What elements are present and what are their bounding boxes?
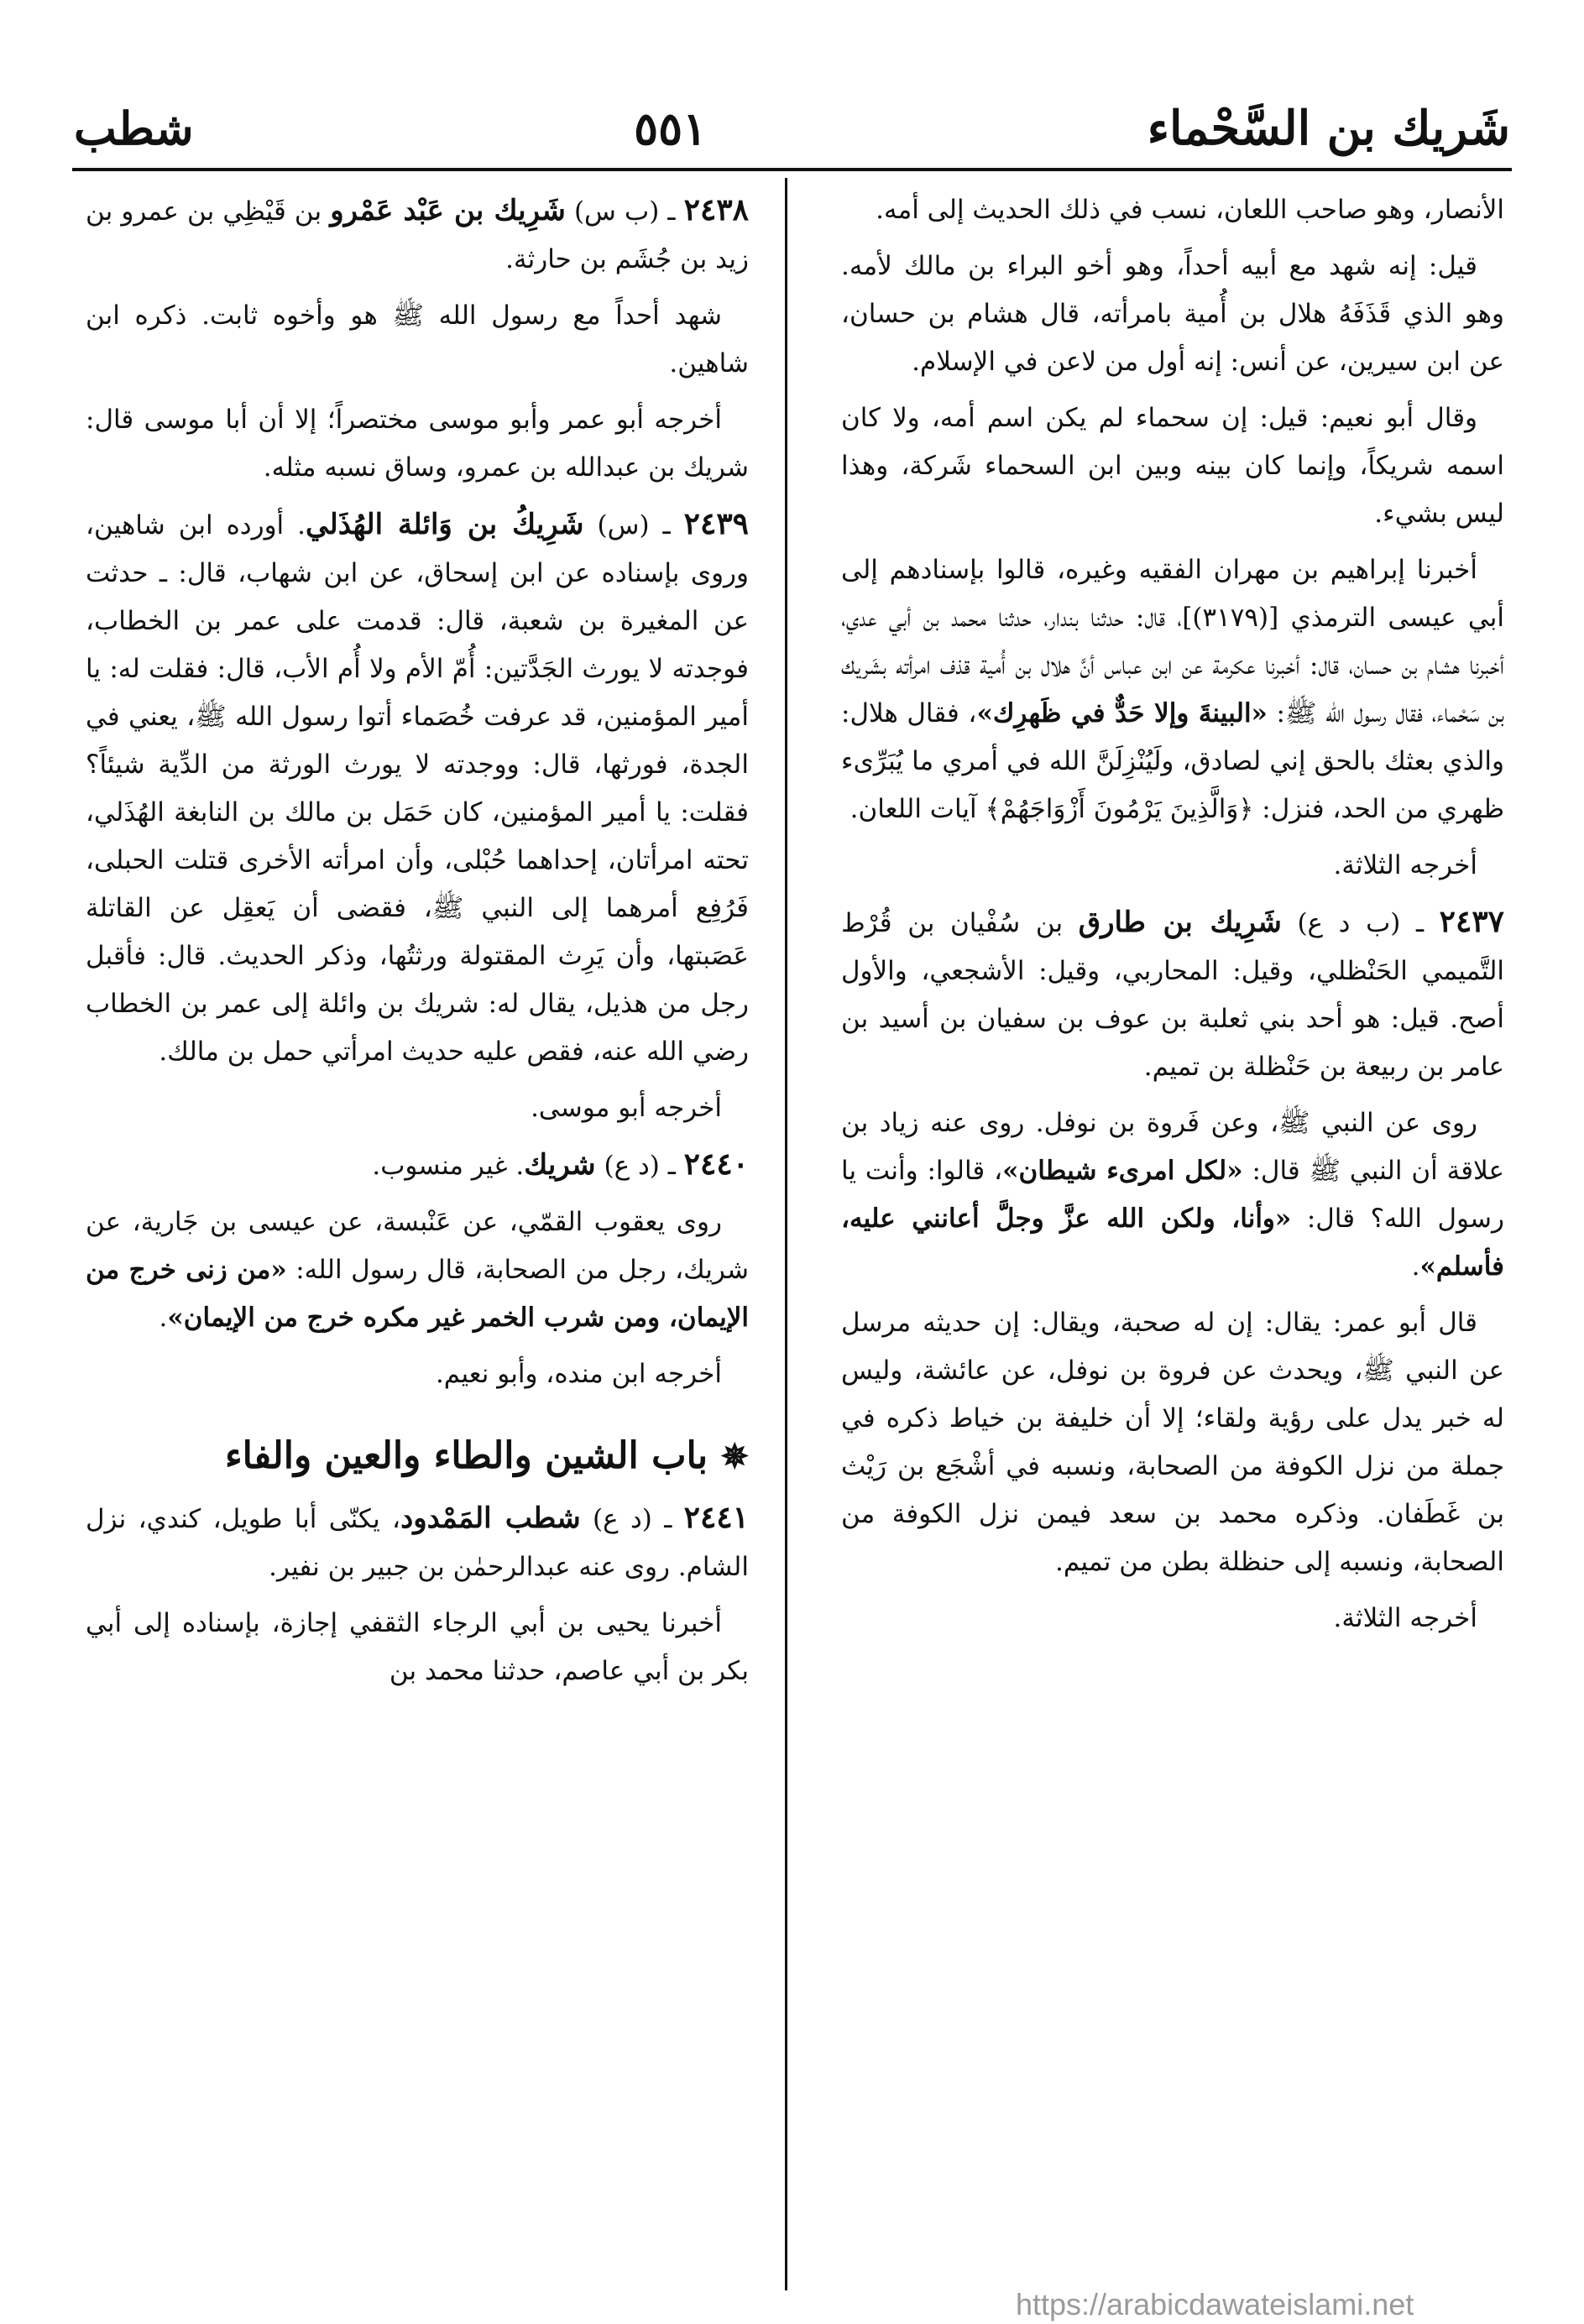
entry-text: . أورده ابن شاهين، وروى بإسناده عن ابن إسحاق، عن ابن شهاب، قال: ـ حدثت عن المغيرة بن شعبة، قال: قدمت على عمر بن الخطاب، فوجدته لا يورث الجَدَّتين: أُمّ الأم ولا أُم الأب، قال: فقلت له: يا أمير المؤمنين، قد عرفت خُصَماء أتوا رسول الله ﷺ، يعني في الجدة، فورثها، قال: ووجدته لا يورث الورثة من الدِّية شيئاً؟ فقلت: يا أمير المؤمنين، كان حَمَل بن مالك بن النابغة الهُذَلي، تحته امرأتان، إحداهما حُبْلى، وأن امرأته الأخرى قتلت الحبلى، فَرُفِع أمرهما إلى النبي ﷺ، فقضى أن يَعقِل عن القاتلة عَصَبتها، وأن يَرِث المقتولة ورثتُها، وذكر الحديث. قال: فأقبل رجل من هذيل، يقال له: شريك بن وائلة إلى عمر بن الخطاب رضي الله عنه، فقص عليه حديث امرأتي حمل بن مالك. [86,510,749,1067]
entry-code: ـ (د ع) [595,1151,684,1181]
text-run: أخبرنا إبراهيم بن مهران الفقيه وغيره، قالوا بإسنادهم إلى أبي عيسى الترمذي [(٣١٧٩)]، قال: حدثنا بندار، حدثنا محمد بن أبي عدي، أخبرنا هشام بن حسان، قال: أخبرنا عكرمة عن ابن عباس أنَّ هلال بن أُمية قذف امرأته بشَريك بن سَحْماء، فقال رسول الله ﷺ: [841,555,1505,729]
running-keyword: شطب [74,102,194,155]
paragraph: الأنصار، وهو صاحب اللعان، نسب في ذلك الحديث إلى أمه. [876,195,1504,225]
entry-code: ـ (د ع) [580,1504,684,1534]
entry-2438 [86,186,749,284]
entry-text: ، يكنّى أبا طويل، كندي، نزل الشام. روى عنه عبدالرحمٰن بن جبير بن نفير. [86,1504,749,1582]
page-number: ٥٥١ [634,102,708,155]
left-column [86,186,749,1704]
paragraph: قال أبو عمر: يقال: إن له صحبة، ويقال: إن حديثه مرسل عن النبي ﷺ، ويحدث عن فروة بن نوفل، عن عائشة، وليس له خبر يدل على رؤية ولقاء؛ إلا أن خليفة بن خياط ذكره في جملة من نزل الكوفة من الصحابة، ونسبه في أشْجَع بن رَيْث بن غَطَفان. وذكره محمد بن سعد فيمن نزل الكوفة من الصحابة، ونسبه إلى حنظلة بطن من تميم. [841,1308,1504,1577]
paragraph: أخرجه أبو موسى. [531,1093,722,1123]
text-run: روى عن النبي ﷺ، وعن فَروة بن نوفل. روى عنه زياد بن علاقة أن النبي ﷺ قال: [841,1108,1505,1186]
entry-text: بن قَيْظِي بن عمرو بن زيد بن جُشَم بن حارثة. [86,196,749,274]
entry-2441 [86,1494,749,1591]
entry-name: شَرِيك بن عَبْد عَمْرو [330,194,566,227]
entry-2440 [86,1141,749,1190]
text-run: . [1411,1251,1420,1282]
hadith-quote: «وأنا، ولكن الله عزَّ وجلَّ أعانني عليه، فأسلم» [841,1204,1504,1282]
running-title: شَريك بن السَّحْماء [1147,101,1510,156]
column-divider [785,178,787,2290]
star-icon: ✵ [720,1437,749,1476]
paragraph [841,546,1504,833]
text-run: . [159,1303,168,1333]
entry-2439 [86,500,749,1076]
text-run: روى يعقوب القمّي، عن عَنْبسة، عن عيسى بن جَارية، عن شريك، رجل من الصحابة، قال رسول الله: [86,1207,750,1285]
paragraph: شهد أحداً مع رسول الله ﷺ هو وأخوه ثابت. ذكره ابن شاهين. [86,300,749,379]
text-run: ، قالوا: وأنت يا رسول الله؟ قال: [841,1156,1504,1234]
entry-code: ـ (ب د ع) [1281,908,1440,938]
section-title [86,1432,749,1481]
entry-name: شريك [524,1148,596,1182]
hadith-quote: «من زنى خرج من الإيمان، ومن شرب الخمر غير مكره خرج من الإيمان» [86,1255,749,1333]
paragraph: قيل: إنه شهد مع أبيه أحداً، وهو أخو البراء بن مالك لأمه. وهو الذي قَذَفَهُ هلال بن أُمية بامرأته، قال هشام بن حسان، عن ابن سيرين، عن أنس: إنه أول من لاعن في الإسلام. [841,251,1504,377]
entry-number: ٢٤٤١ [683,1500,749,1535]
hadith-quote: «البينةَ وإلا حَدٌّ في ظَهرِك» [976,698,1268,729]
paragraph: أخرجه الثلاثة. [1333,850,1477,880]
page-header [74,91,1510,166]
entry-number: ٢٤٣٧ [1439,904,1504,939]
entry-text: . غير منسوب. [372,1151,525,1181]
text-run: ، فقال هلال: والذي بعثك بالحق إني لصادق، ولَيُنْزِلَنَّ الله في أمري ما يُبَرِّىء ظهري من الحد، فنزل: ﴿وَالَّذِينَ يَرْمُونَ أَزْوَاجَهُمْ﴾ آيات اللعان. [841,698,1504,824]
entry-code: ـ (ب س) [565,196,684,227]
entry-2437 [841,898,1504,1091]
paragraph: أخرجه ابن منده، وأبو نعيم. [435,1359,722,1389]
entry-text: بن سُفْيان بن قُرْط التَّميمي الحَنْظلي، وقيل: المحاربي، وقيل: الأشجعي، والأول أصح. قيل: هو أحد بني ثعلبة بن عوف بن سفيان بن أسيد بن عامر بن ربيعة بن حَنْظلة بن تميم. [841,908,1504,1082]
entry-name: شَرِيك بن طارق [1078,906,1282,939]
entry-number: ٢٤٤٠ [683,1146,749,1182]
header-rule [72,168,1512,171]
paragraph [841,1099,1504,1291]
entry-number: ٢٤٣٨ [683,192,749,227]
watermark-url: https://arabicdawateislami.net [1016,2287,1414,2321]
right-column [841,186,1504,1651]
entry-code: ـ (س) [583,510,684,541]
entry-name: شَرِيكُ بن وَائلة الهُذَلي [306,508,584,541]
paragraph: أخرجه أبو عمر وأبو موسى مختصراً؛ إلا أن أبا موسى قال: شريك بن عبدالله بن عمرو، وساق نسبه مثله. [86,405,749,483]
paragraph: وقال أبو نعيم: قيل: إن سحماء لم يكن اسم أمه، ولا كان اسمه شريكاً، وإنما كان بينه وبين ابن السحماء شَركة، وهذا ليس بشيء. [841,403,1504,529]
section-title-text: باب الشين والطاء والعين والفاء [224,1434,708,1477]
paragraph: أخرجه الثلاثة. [1333,1603,1477,1633]
entry-name: شطب المَمْدود [400,1501,581,1535]
entry-number: ٢٤٣٩ [683,506,749,541]
paragraph: أخبرنا يحيى بن أبي الرجاء الثقفي إجازة، بإسناده إلى أبي بكر بن أبي عاصم، حدثنا محمد بن [86,1608,749,1686]
hadith-quote: «لكل امرىء شيطان» [1002,1156,1243,1186]
paragraph [86,1199,749,1342]
